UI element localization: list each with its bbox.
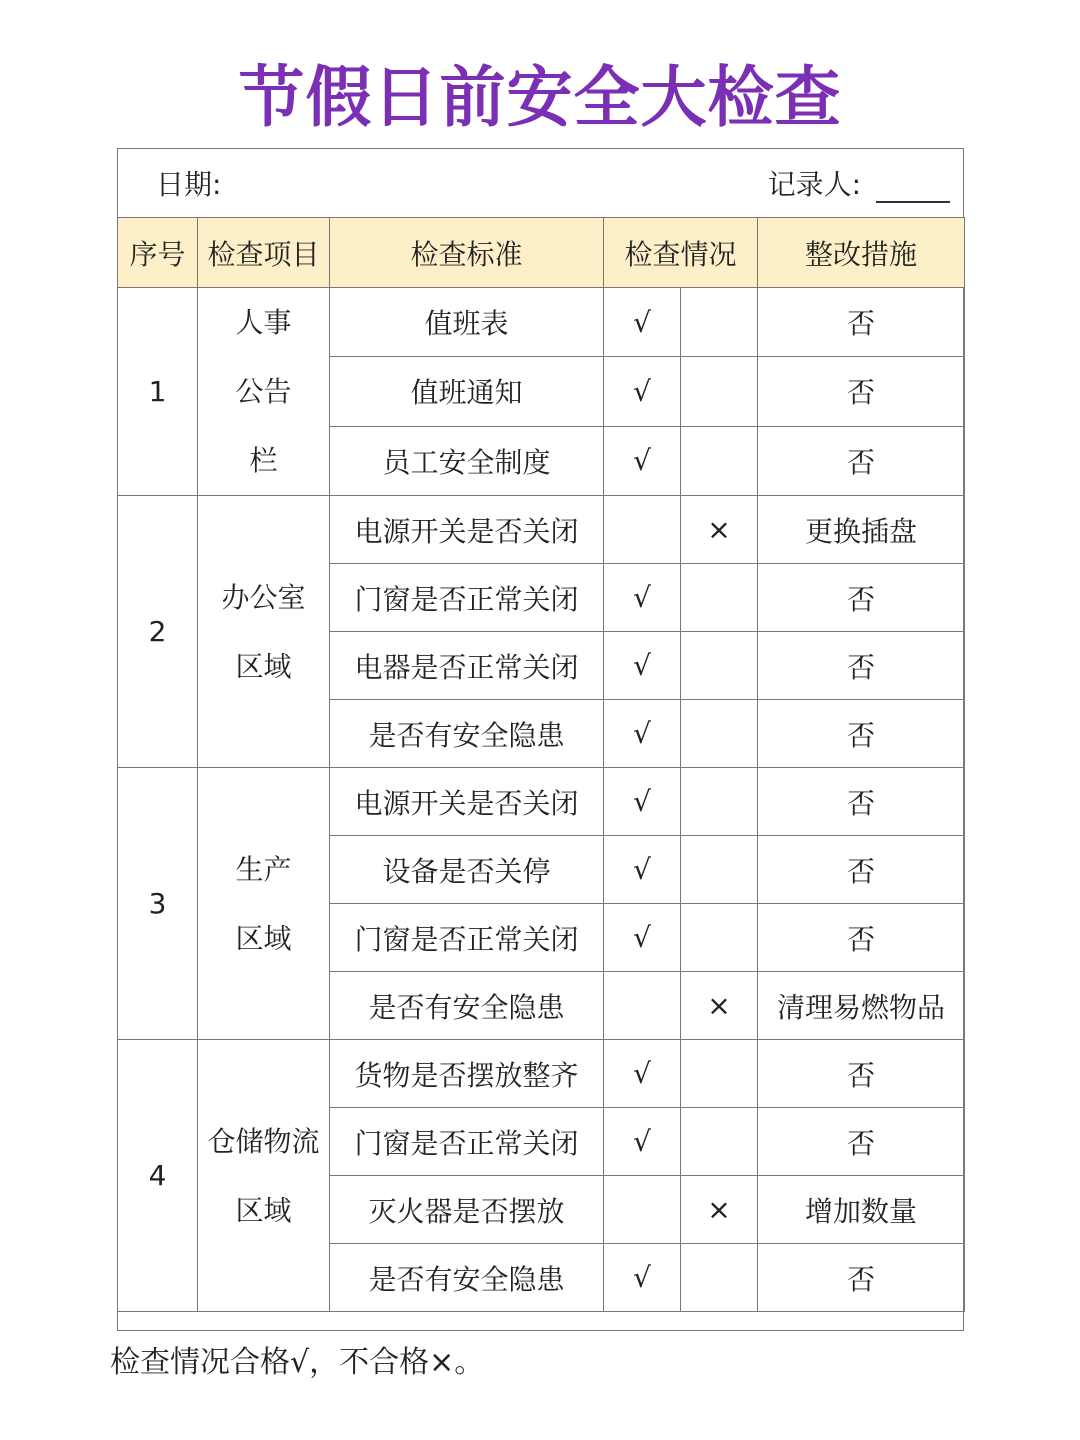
- fail-mark-cell: [681, 564, 758, 632]
- pass-mark-cell: √: [604, 904, 681, 972]
- category-line: 区域: [235, 1193, 292, 1227]
- date-label: 日期:: [156, 168, 222, 201]
- pass-mark-cell: √: [604, 836, 681, 904]
- category-line: 仓储物流: [207, 1124, 320, 1158]
- remedy-cell: 否: [758, 288, 965, 357]
- standard-cell: 是否有安全隐患: [330, 700, 604, 768]
- table-row: [118, 768, 965, 836]
- table-row: [118, 496, 965, 564]
- recorder-blank-line: [876, 201, 950, 203]
- seq-cell: 3: [118, 768, 198, 1040]
- fail-mark-cell: [681, 1108, 758, 1176]
- standard-cell: 门窗是否正常关闭: [330, 1108, 604, 1176]
- standard-cell: 货物是否摆放整齐: [330, 1040, 604, 1108]
- fail-mark-cell: [681, 426, 758, 495]
- standard-cell: 是否有安全隐患: [330, 1244, 604, 1312]
- standard-cell: 电源开关是否关闭: [330, 768, 604, 836]
- seq-cell: 2: [118, 496, 198, 768]
- remedy-cell: 否: [758, 1040, 965, 1108]
- category-line: 办公室: [221, 580, 306, 614]
- remedy-cell: 否: [758, 768, 965, 836]
- standard-cell: 电器是否正常关闭: [330, 632, 604, 700]
- pass-mark-cell: √: [604, 1040, 681, 1108]
- fail-mark-cell: [681, 1244, 758, 1312]
- header-standard: 检查标准: [330, 218, 604, 288]
- table-header-row: [118, 218, 965, 288]
- fail-mark-cell: [681, 768, 758, 836]
- pass-mark-cell: √: [604, 1244, 681, 1312]
- pass-mark-cell: √: [604, 288, 681, 357]
- remedy-cell: 否: [758, 700, 965, 768]
- seq-cell: 1: [118, 288, 198, 496]
- fail-mark-cell: [681, 904, 758, 972]
- pass-mark-cell: [604, 972, 681, 1040]
- pass-mark-cell: √: [604, 700, 681, 768]
- header-status: 检查情况: [604, 218, 758, 288]
- category-line: 公告: [235, 375, 292, 408]
- pass-mark-cell: √: [604, 1108, 681, 1176]
- standard-cell: 灭火器是否摆放: [330, 1176, 604, 1244]
- inspection-sheet: [117, 148, 964, 1331]
- fail-mark-cell: [681, 1040, 758, 1108]
- header-item: 检查项目: [198, 218, 330, 288]
- remedy-cell: 否: [758, 904, 965, 972]
- remedy-cell: 否: [758, 836, 965, 904]
- inspection-table: [117, 217, 965, 1312]
- category-cell: [198, 1040, 330, 1312]
- fail-mark-cell: [681, 357, 758, 426]
- category-line: 区域: [235, 921, 292, 955]
- pass-mark-cell: [604, 496, 681, 564]
- fail-mark-cell: [681, 632, 758, 700]
- table-body: [118, 288, 965, 1312]
- standard-cell: 员工安全制度: [330, 426, 604, 495]
- header-seq: 序号: [118, 218, 198, 288]
- standard-cell: 设备是否关停: [330, 836, 604, 904]
- footer-note: 检查情况合格√，不合格×。: [110, 1345, 485, 1380]
- remedy-cell: 否: [758, 564, 965, 632]
- remedy-cell: 否: [758, 1108, 965, 1176]
- category-cell: [198, 288, 330, 496]
- remedy-cell: 增加数量: [758, 1176, 965, 1244]
- seq-cell: 4: [118, 1040, 198, 1312]
- fail-mark-cell: ×: [681, 496, 758, 564]
- fail-mark-cell: [681, 288, 758, 357]
- remedy-cell: 否: [758, 1244, 965, 1312]
- recorder-label: 记录人:: [767, 168, 861, 201]
- pass-mark-cell: [604, 1176, 681, 1244]
- fail-mark-cell: ×: [681, 972, 758, 1040]
- fail-mark-cell: [681, 700, 758, 768]
- pass-mark-cell: √: [604, 357, 681, 426]
- standard-cell: 值班通知: [330, 357, 604, 426]
- standard-cell: 门窗是否正常关闭: [330, 904, 604, 972]
- category-cell: [198, 768, 330, 1040]
- pass-mark-cell: √: [604, 426, 681, 495]
- remedy-cell: 否: [758, 426, 965, 495]
- remedy-cell: 否: [758, 357, 965, 426]
- remedy-cell: 清理易燃物品: [758, 972, 965, 1040]
- category-line: 区域: [235, 649, 292, 683]
- table-row: [118, 288, 965, 357]
- page-title: 节假日前安全大检查: [238, 59, 842, 136]
- meta-row: [118, 149, 963, 218]
- pass-mark-cell: √: [604, 564, 681, 632]
- fail-mark-cell: ×: [681, 1176, 758, 1244]
- standard-cell: 门窗是否正常关闭: [330, 564, 604, 632]
- remedy-cell: 更换插盘: [758, 496, 965, 564]
- pass-mark-cell: √: [604, 768, 681, 836]
- standard-cell: 电源开关是否关闭: [330, 496, 604, 564]
- fail-mark-cell: [681, 836, 758, 904]
- category-cell: [198, 496, 330, 768]
- category-line: 人事: [235, 306, 292, 339]
- table-row: [118, 1040, 965, 1108]
- category-line: 生产: [235, 852, 292, 886]
- standard-cell: 是否有安全隐患: [330, 972, 604, 1040]
- category-line: 栏: [249, 444, 278, 477]
- pass-mark-cell: √: [604, 632, 681, 700]
- header-remedy: 整改措施: [758, 218, 965, 288]
- standard-cell: 值班表: [330, 288, 604, 357]
- remedy-cell: 否: [758, 632, 965, 700]
